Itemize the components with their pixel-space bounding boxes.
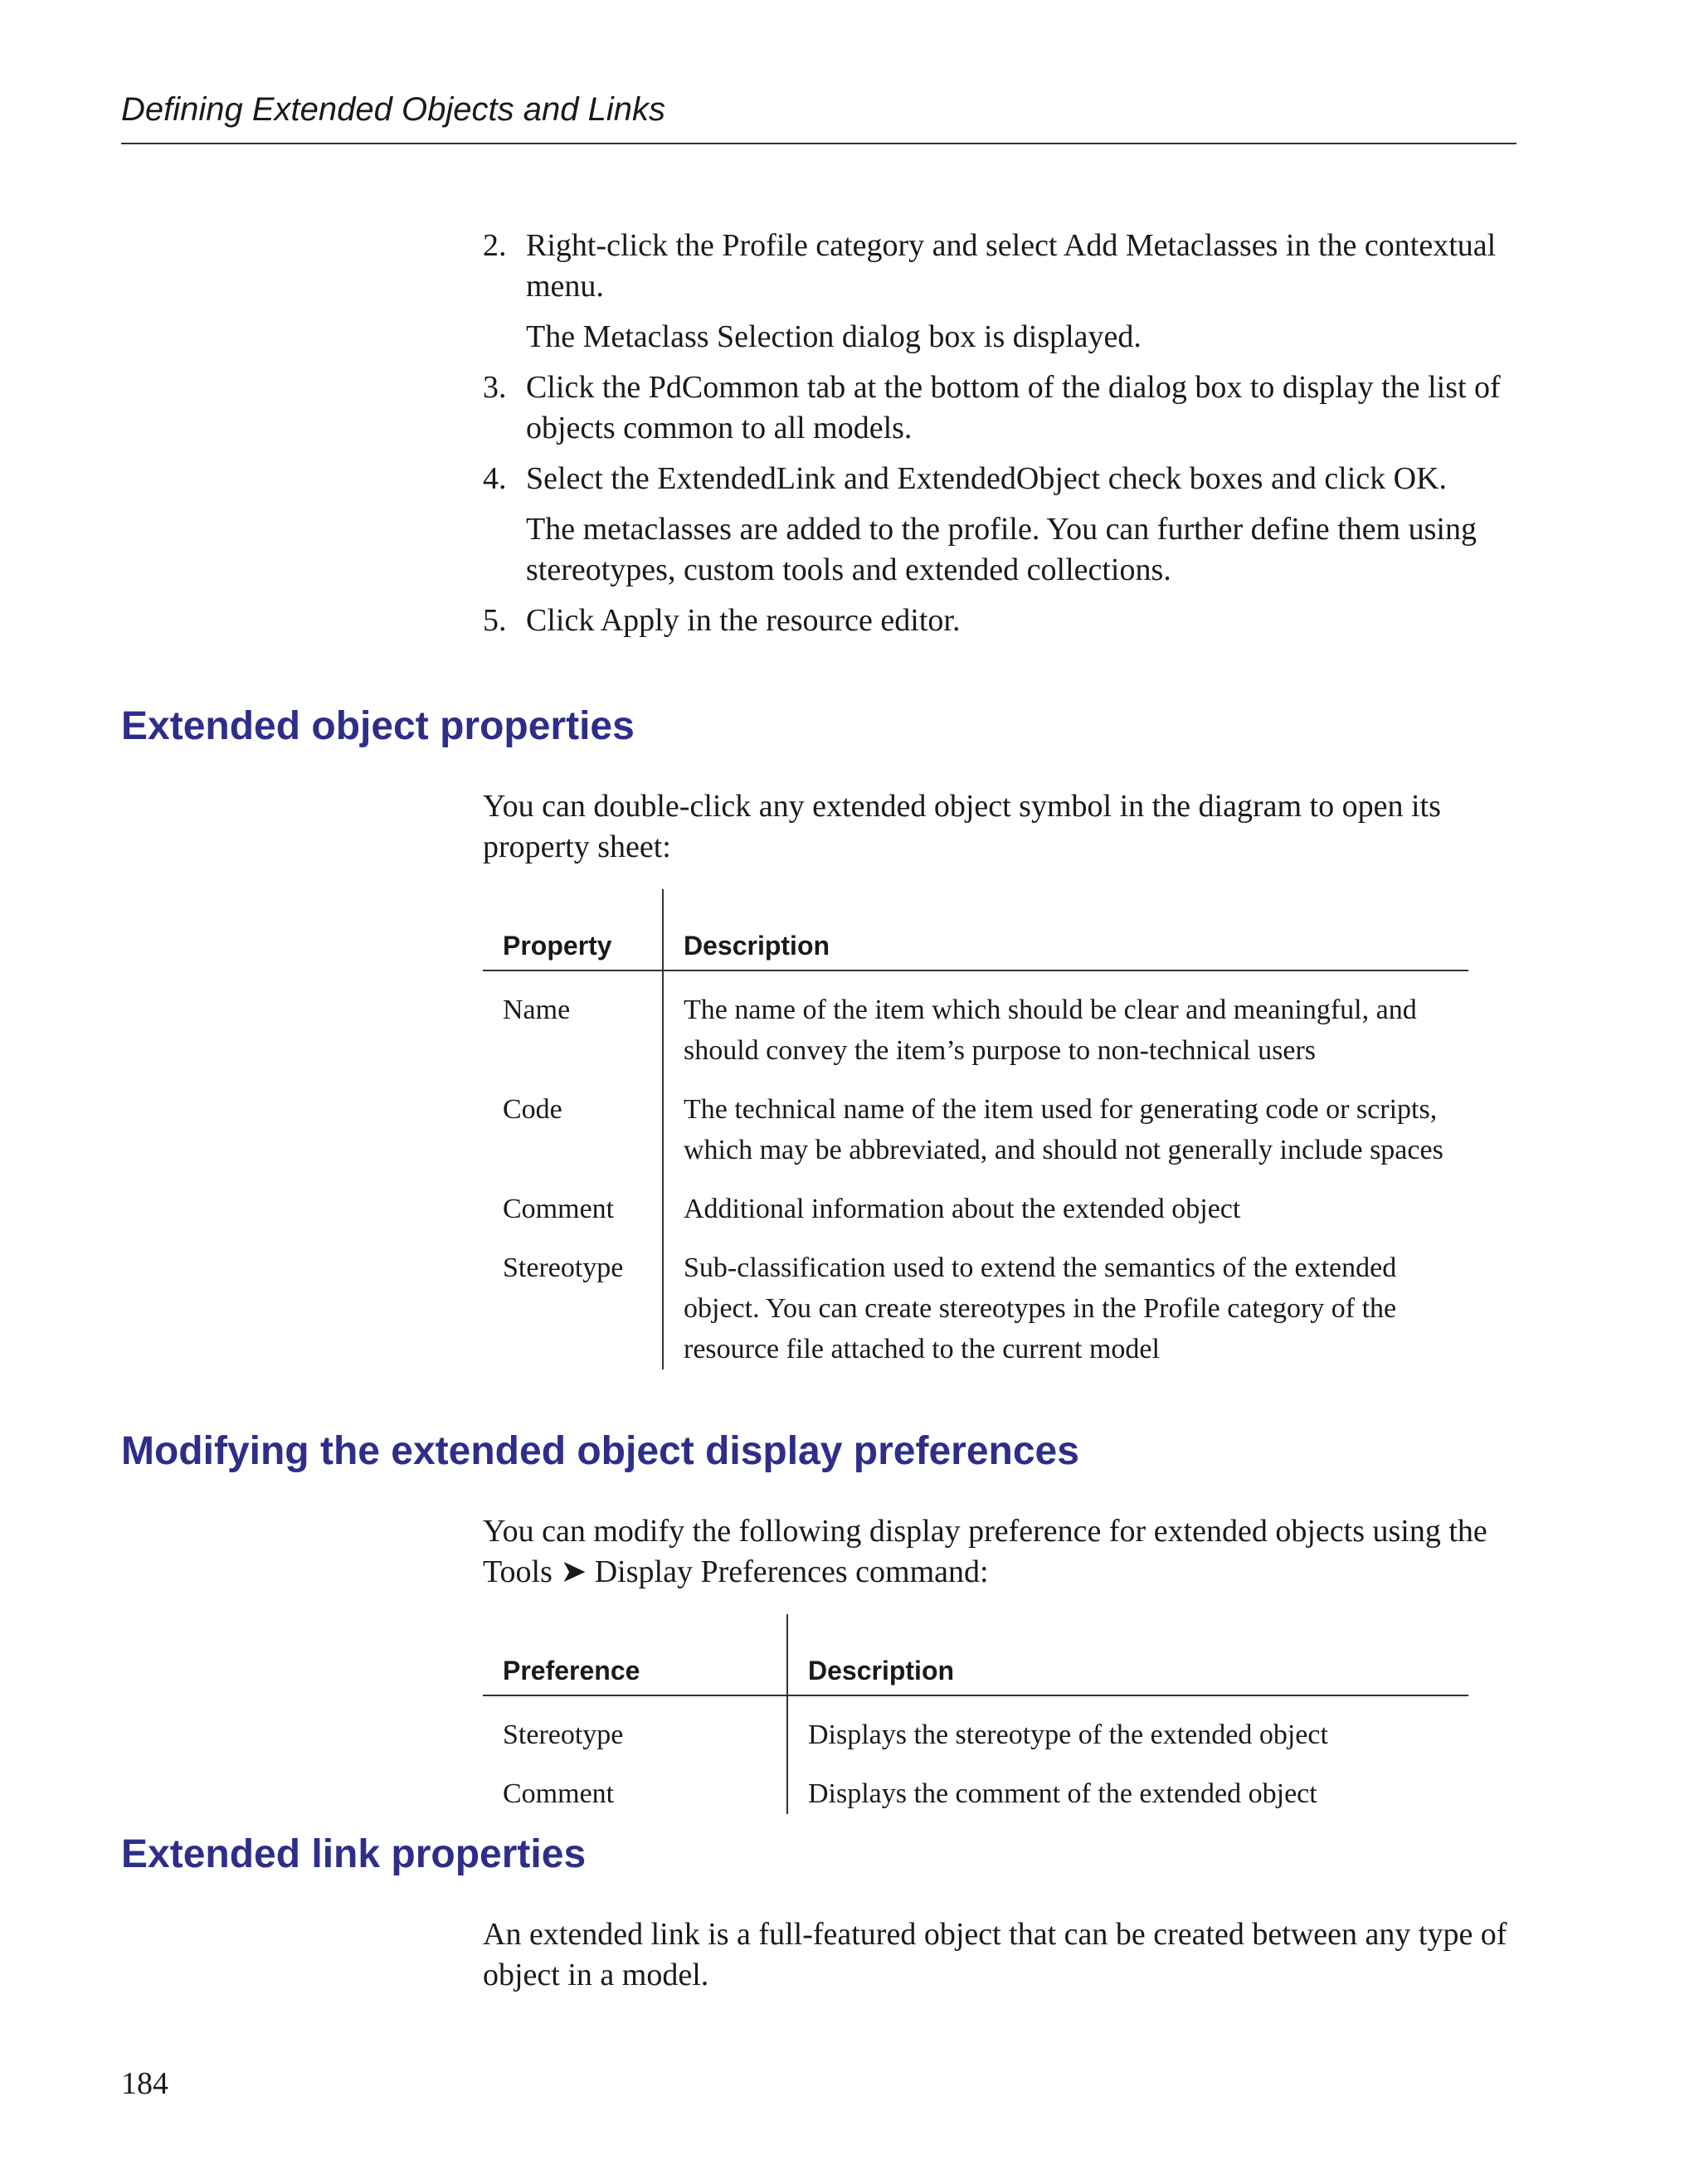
step-number: 4. <box>483 461 507 496</box>
property-description: The name of the item which should be clear and meaningful, and should convey the item’s purpose to non-technical users <box>684 995 1417 1066</box>
page-number: 184 <box>121 2066 168 2101</box>
object-properties-intro: You can double-click any extended object symbol in the diagram to open its property sheet: <box>483 789 1441 864</box>
step-text: Click the PdCommon tab at the bottom of the dialog box to display the list of objects common to all models. <box>526 370 1501 445</box>
step-5 <box>483 601 1520 641</box>
table-header-row <box>483 889 1468 970</box>
property-description: The technical name of the item used for generating code or scripts, which may be abbreviated, and should not generally include spaces <box>684 1094 1443 1165</box>
property-name: Name <box>483 970 663 1071</box>
link-properties-intro: An extended link is a full-featured object that can be created between any type of object in a model. <box>483 1917 1507 1992</box>
step-result: The Metaclass Selection dialog box is displayed. <box>526 319 1142 354</box>
table-row <box>483 1229 1468 1369</box>
step-text: Click Apply in the resource editor. <box>526 603 961 638</box>
step-number: 2. <box>483 228 507 263</box>
display-preferences-intro: You can modify the following display preference for extended objects using the Tools ➤ Display Preferences command: <box>483 1514 1487 1589</box>
step-number: 3. <box>483 370 507 405</box>
section-heading-link-properties: Extended link properties <box>121 1832 587 1876</box>
column-header-description: Description <box>663 889 1468 970</box>
preference-table <box>483 1614 1468 1814</box>
property-name: Comment <box>483 1170 663 1229</box>
section-heading-object-properties: Extended object properties <box>121 704 635 748</box>
property-description: Additional information about the extended object <box>684 1194 1241 1224</box>
table-row <box>483 1695 1468 1755</box>
step-text: Right-click the Profile category and select Add Metaclasses in the contextual menu. <box>526 228 1497 304</box>
header-rule <box>121 143 1516 144</box>
table-row <box>483 970 1468 1071</box>
column-header-description: Description <box>787 1614 1468 1695</box>
step-text: Select the ExtendedLink and ExtendedObject check boxes and click OK. <box>526 461 1448 496</box>
column-header-preference: Preference <box>483 1614 787 1695</box>
procedure-steps <box>483 226 1520 641</box>
preference-name: Comment <box>483 1755 787 1814</box>
step-result: The metaclasses are added to the profile. You can further define them using stereotypes, custom tools and extended collections. <box>526 512 1477 587</box>
property-name: Stereotype <box>483 1229 663 1369</box>
table-row <box>483 1071 1468 1170</box>
preference-description: Displays the comment of the extended object <box>808 1778 1317 1809</box>
step-4 <box>483 459 1520 591</box>
step-number: 5. <box>483 603 507 638</box>
property-name: Code <box>483 1071 663 1170</box>
step-2 <box>483 226 1520 358</box>
step-3 <box>483 367 1520 449</box>
preference-name: Stereotype <box>483 1695 787 1755</box>
property-table <box>483 889 1468 1369</box>
running-head: Defining Extended Objects and Links <box>121 91 665 128</box>
table-row <box>483 1170 1468 1229</box>
preference-description: Displays the stereotype of the extended object <box>808 1719 1328 1750</box>
property-description: Sub-classification used to extend the semantics of the extended object. You can create stereotypes in the Profile category of the resource file attached to the current model <box>684 1253 1397 1364</box>
section-heading-display-preferences: Modifying the extended object display preferences <box>121 1429 1079 1473</box>
table-row <box>483 1755 1468 1814</box>
table-header-row <box>483 1614 1468 1695</box>
column-header-property: Property <box>483 889 663 970</box>
